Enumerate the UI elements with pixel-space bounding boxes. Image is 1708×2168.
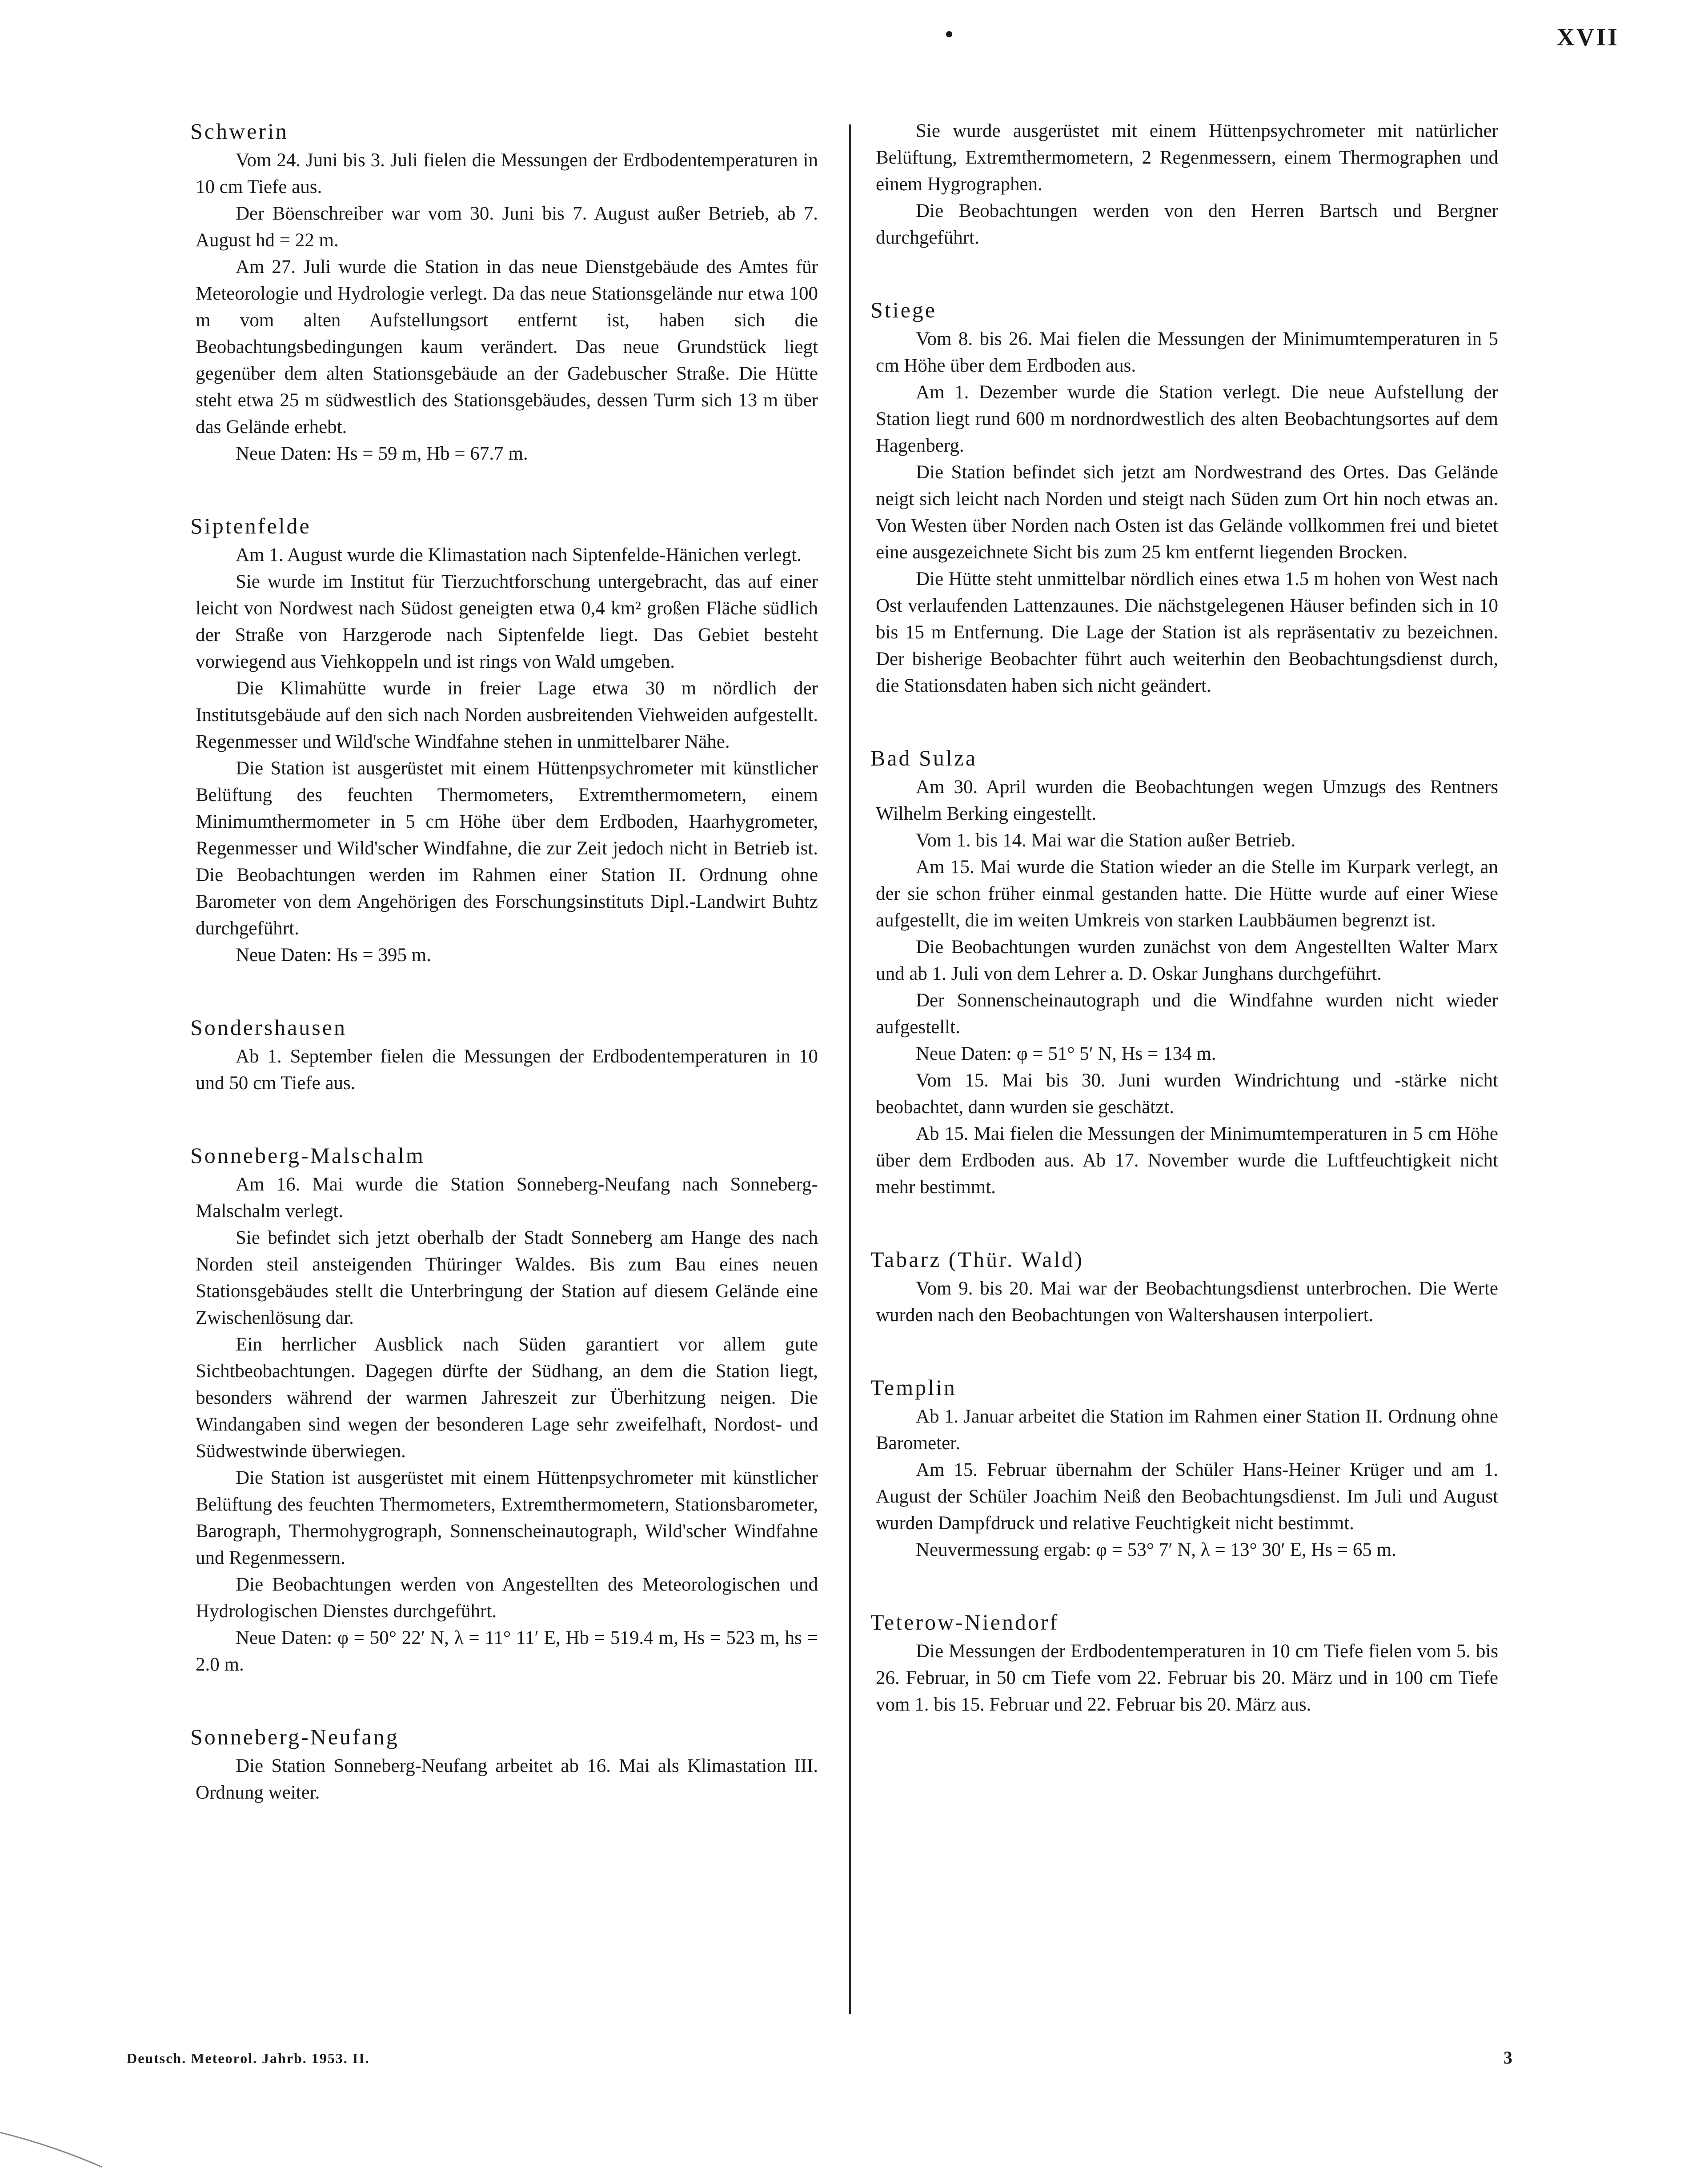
section-title: Sonneberg-Malschalm xyxy=(190,1143,425,1168)
roman-page-number: XVII xyxy=(1556,24,1619,51)
paragraph: Vom 24. Juni bis 3. Juli fielen die Messungen der Erdbodentemperaturen in 10 cm Tiefe aus. xyxy=(196,150,818,197)
paragraph: Die Beobachtungen werden von den Herren Bartsch und Bergner durchgeführt. xyxy=(876,200,1498,248)
scan-edge-curve xyxy=(0,2119,107,2168)
paragraph: Am 1. Dezember wurde die Station verlegt. Die neue Aufstellung der Station liegt rund 600 m nordnordwestlich des alten Beobachtungsortes auf dem Hagenberg. xyxy=(876,382,1498,456)
paragraph: Neue Daten: Hs = 59 m, Hb = 67.7 m. xyxy=(236,443,528,464)
section-templin xyxy=(870,1374,1498,1563)
section-tabarz-th-r-wald xyxy=(870,1246,1498,1329)
paragraph: Neuvermessung ergab: φ = 53° 7′ N, λ = 13° 30′ E, Hs = 65 m. xyxy=(916,1539,1396,1560)
section-teterow-niendorf xyxy=(870,1609,1498,1718)
paragraph: Die Beobachtungen wurden zunächst von dem Angestellten Walter Marx und ab 1. Juli von dem Lehrer a. D. Oskar Junghans durchgeführt. xyxy=(876,937,1498,984)
column-divider xyxy=(849,124,851,2014)
section-continued xyxy=(876,118,1498,251)
paragraph: Sie wurde im Institut für Tierzuchtforschung untergebracht, das auf einer leicht von Nordwest nach Südost geneigten etwa 0,4 km² großen Fläche südlich der Straße von Harzgerode nach Siptenfelde liegt. Das Gebiet besteht vorwiegend aus Viehkoppeln und ist rings von Wald umgeben. xyxy=(196,571,818,672)
paragraph: Vom 9. bis 20. Mai war der Beobachtungsdienst unterbrochen. Die Werte wurden nach den Beobachtungen von Waltershausen interpoliert. xyxy=(876,1278,1498,1326)
paragraph: Der Böenschreiber war vom 30. Juni bis 7. August außer Betrieb, ab 7. August hd = 22 m. xyxy=(196,203,818,251)
paragraph: Der Sonnenscheinautograph und die Windfahne wurden nicht wieder aufgestellt. xyxy=(876,990,1498,1038)
paragraph: Ein herrlicher Ausblick nach Süden garantiert vor allem gute Sichtbeobachtungen. Dagegen dürfte der Südhang, an dem die Station liegt, besonders während der warmen Jahreszeit zur Überhitzung neigen. Die Windangaben sind wegen der besonderen Lage sehr zweifelhaft, Nordost- und Südwestwinde überwiegen. xyxy=(196,1334,818,1462)
paragraph: Die Station ist ausgerüstet mit einem Hüttenpsychrometer mit künstlicher Belüftung des feuchten Thermometers, Extremthermometern, Stationsbarometer, Barograph, Thermohygrograph, Sonnenscheinautograph, Wild'scher Windfahne und Regenmessern. xyxy=(196,1467,818,1568)
section-sonneberg-malschalm xyxy=(190,1142,818,1678)
footer-page-number: 3 xyxy=(1504,2048,1512,2068)
paragraph: Neue Daten: Hs = 395 m. xyxy=(236,945,431,966)
section-bad-sulza xyxy=(870,745,1498,1201)
paragraph: Die Klimahütte wurde in freier Lage etwa 30 m nördlich der Institutsgebäude auf den sich nach Norden ausbreitenden Viehweiden aufgestellt. Regenmesser und Wild'sche Windfahne stehen in unmittelbarer Nähe. xyxy=(196,678,818,752)
section-schwerin xyxy=(190,118,818,467)
section-title: Siptenfelde xyxy=(190,513,311,538)
paragraph: Vom 1. bis 14. Mai war die Station außer Betrieb. xyxy=(916,830,1296,851)
paragraph: Vom 15. Mai bis 30. Juni wurden Windrichtung und -stärke nicht beobachtet, dann wurden sie geschätzt. xyxy=(876,1070,1498,1118)
section-title: Sondershausen xyxy=(190,1015,347,1040)
paragraph: Die Hütte steht unmittelbar nördlich eines etwa 1.5 m hohen von West nach Ost verlaufenden Lattenzaunes. Die nächstgelegenen Häuser befinden sich in 10 bis 15 m Entfernung. Die Lage der Station ist als repräsentativ zu bezeichnen. Der bisherige Beobachter führt auch weiterhin den Beobachtungsdienst durch, die Stationsdaten haben sich nicht geändert. xyxy=(876,569,1498,696)
paragraph: Am 30. April wurden die Beobachtungen wegen Umzugs des Rentners Wilhelm Berking eingestellt. xyxy=(876,777,1498,824)
paragraph: Sie wurde ausgerüstet mit einem Hüttenpsychrometer mit natürlicher Belüftung, Extremthermometern, 2 Regenmessern, einem Thermographen und einem Hygrographen. xyxy=(876,120,1498,195)
paragraph: Sie befindet sich jetzt oberhalb der Stadt Sonneberg am Hange des nach Norden steil ansteigenden Thüringer Waldes. Bis zum Bau eines neuen Stationsgebäudes stellt die Unterbringung der Station auf diesem Gelände eine Zwischenlösung dar. xyxy=(196,1227,818,1328)
paragraph: Die Beobachtungen werden von Angestellten des Meteorologischen und Hydrologischen Dienstes durchgeführt. xyxy=(196,1574,818,1622)
scan-dot-mark xyxy=(946,31,952,37)
paragraph: Am 1. August wurde die Klimastation nach Siptenfelde-Hänichen verlegt. xyxy=(236,545,802,565)
paragraph: Am 15. Mai wurde die Station wieder an die Stelle im Kurpark verlegt, an der sie schon früher einmal gestanden hatte. Die Hütte wurde auf einer Wiese aufgestellt, die im weiten Umkreis von starken Laubbäumen begrenzt ist. xyxy=(876,857,1498,931)
section-title: Stiege xyxy=(870,297,937,322)
section-title: Tabarz (Thür. Wald) xyxy=(870,1247,1084,1272)
paragraph: Ab 15. Mai fielen die Messungen der Minimumtemperaturen in 5 cm Höhe über dem Erdboden aus. Ab 17. November wurde die Luftfeuchtigkeit nicht mehr bestimmt. xyxy=(876,1123,1498,1198)
paragraph: Die Station ist ausgerüstet mit einem Hüttenpsychrometer mit künstlicher Belüftung des feuchten Thermometers, Extremthermometern, einem Minimumthermometer in 5 cm Höhe über dem Erdboden, Haarhygrometer, Regenmesser und Wild'scher Windfahne, die zur Zeit jedoch nicht in Betrieb ist. Die Beobachtungen werden im Rahmen einer Station II. Ordnung ohne Barometer von dem Angehörigen des Forschungsinstituts Dipl.-Landwirt Buhtz durchgeführt. xyxy=(196,758,818,939)
section-sonneberg-neufang xyxy=(190,1723,818,1806)
section-title: Bad Sulza xyxy=(870,745,978,770)
section-title: Teterow-Niendorf xyxy=(870,1610,1059,1635)
paragraph: Neue Daten: φ = 50° 22′ N, λ = 11° 11′ E, Hb = 519.4 m, Hs = 523 m, hs = 2.0 m. xyxy=(196,1627,818,1675)
paragraph: Die Station befindet sich jetzt am Nordwestrand des Ortes. Das Gelände neigt sich leicht nach Norden und steigt nach Süden zum Ort hin noch etwas an. Von Westen über Norden nach Osten ist das Gelände vollkommen frei und bietet eine ausgezeichnete Sicht bis zum 25 km entfernt liegenden Brocken. xyxy=(876,462,1498,563)
paragraph: Am 27. Juli wurde die Station in das neue Dienstgebäude des Amtes für Meteorologie und Hydrologie verlegt. Da das neue Stationsgelände nur etwa 100 m vom alten Aufstellungsort entfernt ist, haben sich die Beobachtungsbedingungen kaum verändert. Das neue Grundstück liegt gegenüber dem alten Stationsgebäude an der Gadebuscher Straße. Die Hütte steht etwa 25 m südwestlich des Stationsgebäudes, dessen Turm sich 13 m über das Gelände erhebt. xyxy=(196,256,818,437)
paragraph: Die Station Sonneberg-Neufang arbeitet ab 16. Mai als Klimastation III. Ordnung weiter. xyxy=(196,1755,818,1803)
section-stiege xyxy=(870,297,1498,699)
paragraph: Am 16. Mai wurde die Station Sonneberg-Neufang nach Sonneberg-Malschalm verlegt. xyxy=(196,1174,818,1222)
section-siptenfelde xyxy=(190,513,818,969)
section-title: Sonneberg-Neufang xyxy=(190,1724,399,1749)
paragraph: Am 15. Februar übernahm der Schüler Hans-Heiner Krüger und am 1. August der Schüler Joachim Neiß den Beobachtungsdienst. Im Juli und August wurden Dampfdruck und relative Feuchtigkeit nicht bestimmt. xyxy=(876,1459,1498,1534)
paragraph: Neue Daten: φ = 51° 5′ N, Hs = 134 m. xyxy=(916,1043,1216,1064)
section-sondershausen xyxy=(190,1014,818,1097)
section-title: Schwerin xyxy=(190,119,289,144)
section-title: Templin xyxy=(870,1375,957,1400)
footer-source: Deutsch. Meteorol. Jahrb. 1953. II. xyxy=(127,2050,370,2066)
paragraph: Vom 8. bis 26. Mai fielen die Messungen der Minimumtemperaturen in 5 cm Höhe über dem Erdboden aus. xyxy=(876,329,1498,376)
right-column xyxy=(870,118,1498,1763)
paragraph: Ab 1. September fielen die Messungen der Erdbodentemperaturen in 10 und 50 cm Tiefe aus. xyxy=(196,1046,818,1094)
paragraph: Ab 1. Januar arbeitet die Station im Rahmen einer Station II. Ordnung ohne Barometer. xyxy=(876,1406,1498,1454)
paragraph: Die Messungen der Erdbodentemperaturen in 10 cm Tiefe fielen vom 5. bis 26. Februar, in 50 cm Tiefe vom 22. Februar bis 20. März und in 100 cm Tiefe vom 1. bis 15. Februar und 22. Februar bis 20. März aus. xyxy=(876,1641,1498,1715)
left-column xyxy=(190,118,818,1851)
